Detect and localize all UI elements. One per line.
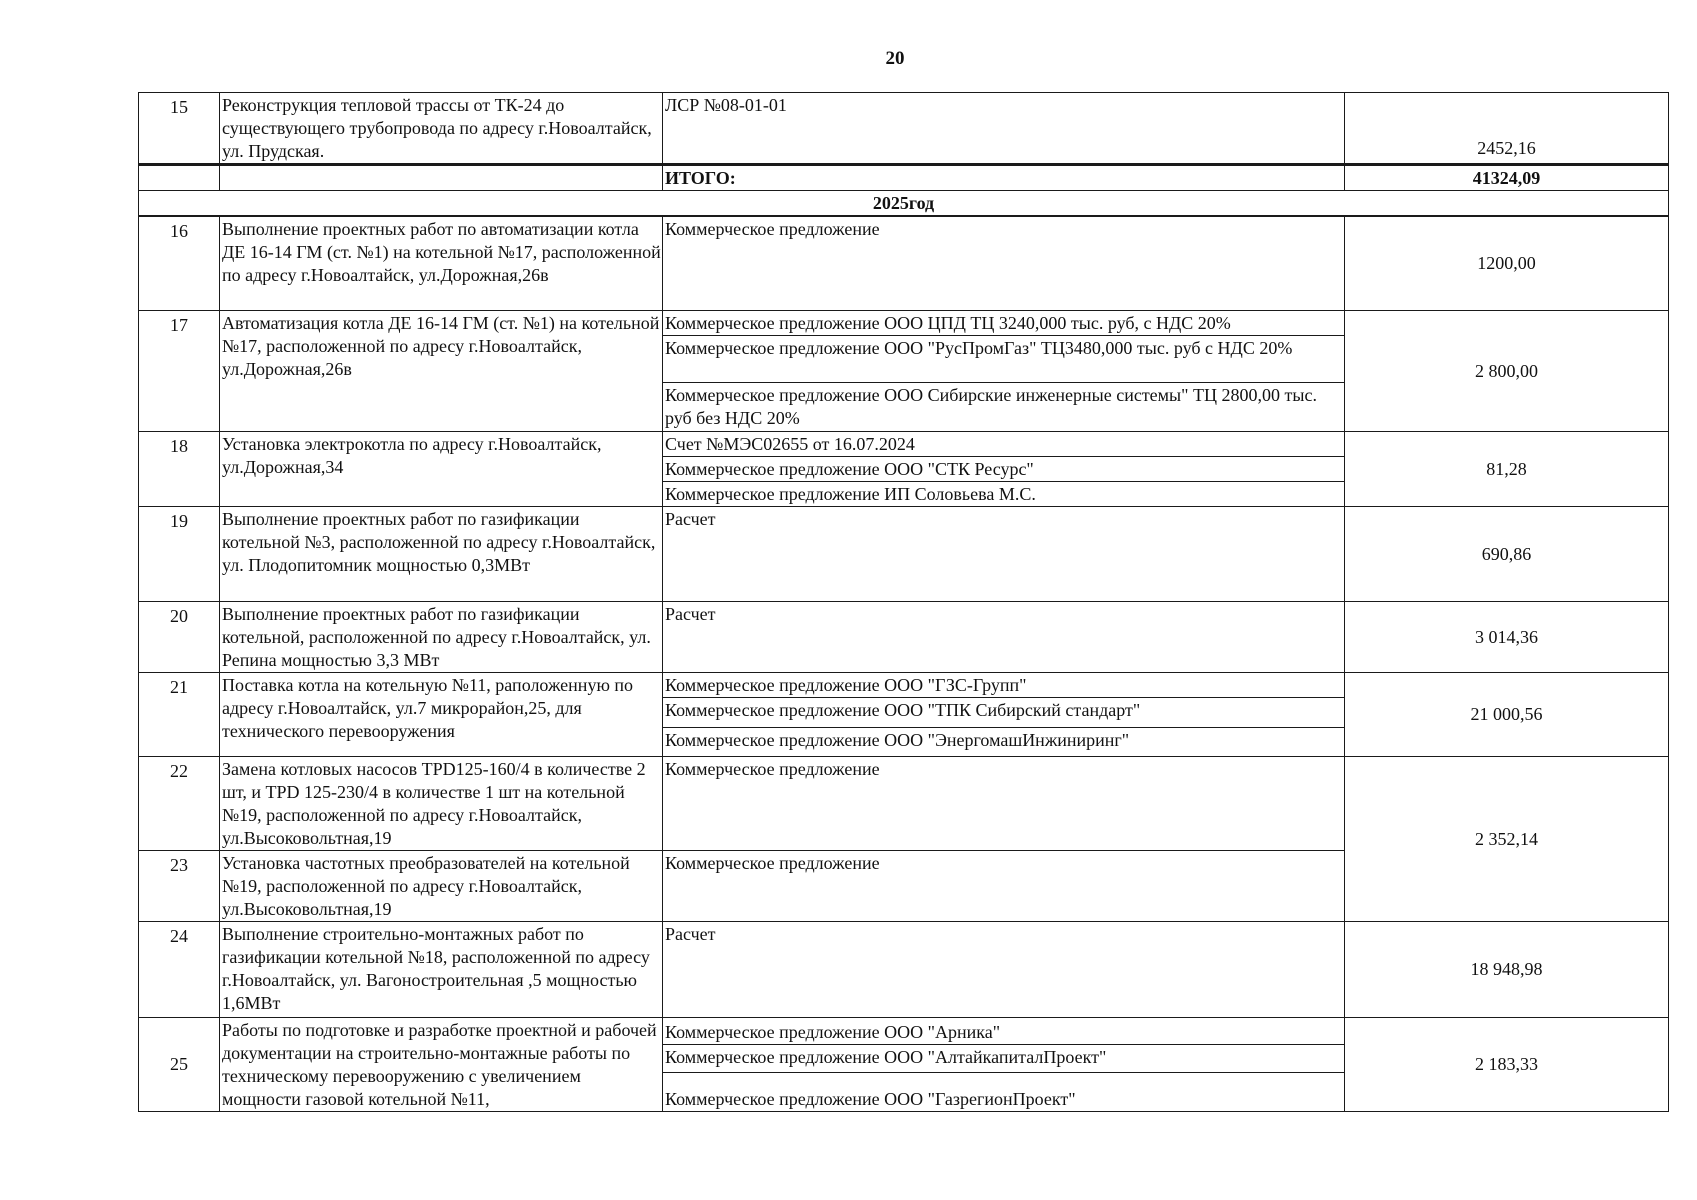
- table-row-22: [139, 756, 1669, 850]
- row-number: 18: [139, 431, 220, 506]
- cost-value: 18 948,98: [1345, 921, 1669, 1017]
- cost-value: 1200,00: [1345, 216, 1669, 310]
- work-description: Установка электрокотла по адресу г.Новоалтайск, ул.Дорожная,34: [220, 431, 663, 506]
- row-number: 24: [139, 921, 220, 1017]
- total-row: [139, 165, 1669, 191]
- cost-basis: ЛСР №08-01-01: [663, 93, 1345, 165]
- cost-value: 2 352,14: [1345, 756, 1669, 921]
- table-row-20: [139, 601, 1669, 672]
- cost-basis: Коммерческое предложение ООО "ЭнергомашИнжиниринг": [663, 727, 1345, 756]
- cost-basis: Расчет: [663, 921, 1345, 1017]
- cost-basis: Коммерческое предложение ООО ЦПД ТЦ 3240,000 тыс. руб, с НДС 20%: [663, 310, 1345, 335]
- page-number: 20: [885, 48, 905, 69]
- work-description: Выполнение проектных работ по газификации котельной №3, расположенной по адресу г.Новоалтайск, ул. Плодопитомник мощностью 0,3МВт: [220, 506, 663, 601]
- table-row-25: [139, 1017, 1669, 1044]
- cost-basis: Коммерческое предложение ООО "СТК Ресурс": [663, 456, 1345, 481]
- row-number: 15: [139, 93, 220, 165]
- cost-basis: Коммерческое предложение: [663, 216, 1345, 310]
- row-number: 16: [139, 216, 220, 310]
- cost-basis: Расчет: [663, 601, 1345, 672]
- cost-basis: Коммерческое предложение ООО "Арника": [663, 1017, 1345, 1044]
- cost-value: 690,86: [1345, 506, 1669, 601]
- cost-value: 2452,16: [1345, 93, 1669, 165]
- row-number: 17: [139, 310, 220, 431]
- row-number: 19: [139, 506, 220, 601]
- table-row-15: [139, 93, 1669, 165]
- table-row-19: [139, 506, 1669, 601]
- cost-table: [138, 92, 1669, 1112]
- row-number: 20: [139, 601, 220, 672]
- row-number: 21: [139, 672, 220, 756]
- row-number: 23: [139, 850, 220, 921]
- table-row-16: [139, 216, 1669, 310]
- table-row-24: [139, 921, 1669, 1017]
- row-number: 22: [139, 756, 220, 850]
- empty-cell: [139, 165, 220, 191]
- cost-value: 2 800,00: [1345, 310, 1669, 431]
- row-number: 25: [139, 1017, 220, 1111]
- table-row-21: [139, 672, 1669, 697]
- table-row-17: [139, 310, 1669, 335]
- work-description: Выполнение проектных работ по газификации котельной, расположенной по адресу г.Новоалтайск, ул. Репина мощностью 3,3 МВт: [220, 601, 663, 672]
- work-description: Выполнение строительно-монтажных работ по газификации котельной №18, расположенной по адресу г.Новоалтайск, ул. Вагоностроительная ,5 мощностью 1,6МВт: [220, 921, 663, 1017]
- cost-basis: Коммерческое предложение ИП Соловьева М.С.: [663, 481, 1345, 506]
- cost-basis: Коммерческое предложение ООО "ГЗС-Групп": [663, 672, 1345, 697]
- cost-value: 21 000,56: [1345, 672, 1669, 756]
- cost-basis: Коммерческое предложение: [663, 850, 1345, 921]
- total-value: 41324,09: [1345, 165, 1669, 191]
- cost-basis: Коммерческое предложение ООО Сибирские инженерные системы" ТЦ 2800,00 тыс. руб без НДС 20%: [663, 382, 1345, 431]
- work-description: Автоматизация котла ДЕ 16-14 ГМ (ст. №1) на котельной №17, расположенной по адресу г.Новоалтайск, ул.Дорожная,26в: [220, 310, 663, 431]
- cost-value: 3 014,36: [1345, 601, 1669, 672]
- work-description: Реконструкция тепловой трассы от ТК-24 до существующего трубопровода по адресу г.Новоалтайск, ул. Прудская.: [220, 93, 663, 165]
- cost-value: 81,28: [1345, 431, 1669, 506]
- total-label: ИТОГО:: [663, 165, 1345, 191]
- cost-basis: Коммерческое предложение ООО "РусПромГаз" ТЦ3480,000 тыс. руб с НДС 20%: [663, 335, 1345, 382]
- work-description: Работы по подготовке и разработке проектной и рабочей документации на строительно-монтажные работы по техническому перевооружению с увеличением мощности газовой котельной №11,: [220, 1017, 663, 1111]
- cost-value: 2 183,33: [1345, 1017, 1669, 1111]
- cost-basis: Коммерческое предложение ООО "ТПК Сибирский стандарт": [663, 697, 1345, 727]
- work-description: Выполнение проектных работ по автоматизации котла ДЕ 16-14 ГМ (ст. №1) на котельной №17, расположенной по адресу г.Новоалтайск, ул.Дорожная,26в: [220, 216, 663, 310]
- cost-basis: Расчет: [663, 506, 1345, 601]
- work-description: Поставка котла на котельную №11, раположенную по адресу г.Новоалтайск, ул.7 микрорайон,25, для технического перевооружения: [220, 672, 663, 756]
- section-row: [139, 191, 1669, 217]
- cost-basis: Коммерческое предложение: [663, 756, 1345, 850]
- section-year-2025: 2025год: [139, 191, 1669, 217]
- cost-basis: Коммерческое предложение ООО "ГазрегионПроект": [663, 1073, 1345, 1111]
- cost-basis: Коммерческое предложение ООО "АлтайкапиталПроект": [663, 1044, 1345, 1072]
- empty-cell: [220, 165, 663, 191]
- table-row-18: [139, 431, 1669, 456]
- work-description: Установка частотных преобразователей на котельной №19, расположенной по адресу г.Новоалтайск, ул.Высоковольтная,19: [220, 850, 663, 921]
- cost-basis: Счет №МЭС02655 от 16.07.2024: [663, 431, 1345, 456]
- work-description: Замена котловых насосов TPD125-160/4 в количестве 2 шт, и TPD 125-230/4 в количестве 1 шт на котельной №19, расположенной по адресу г.Новоалтайск, ул.Высоковольтная,19: [220, 756, 663, 850]
